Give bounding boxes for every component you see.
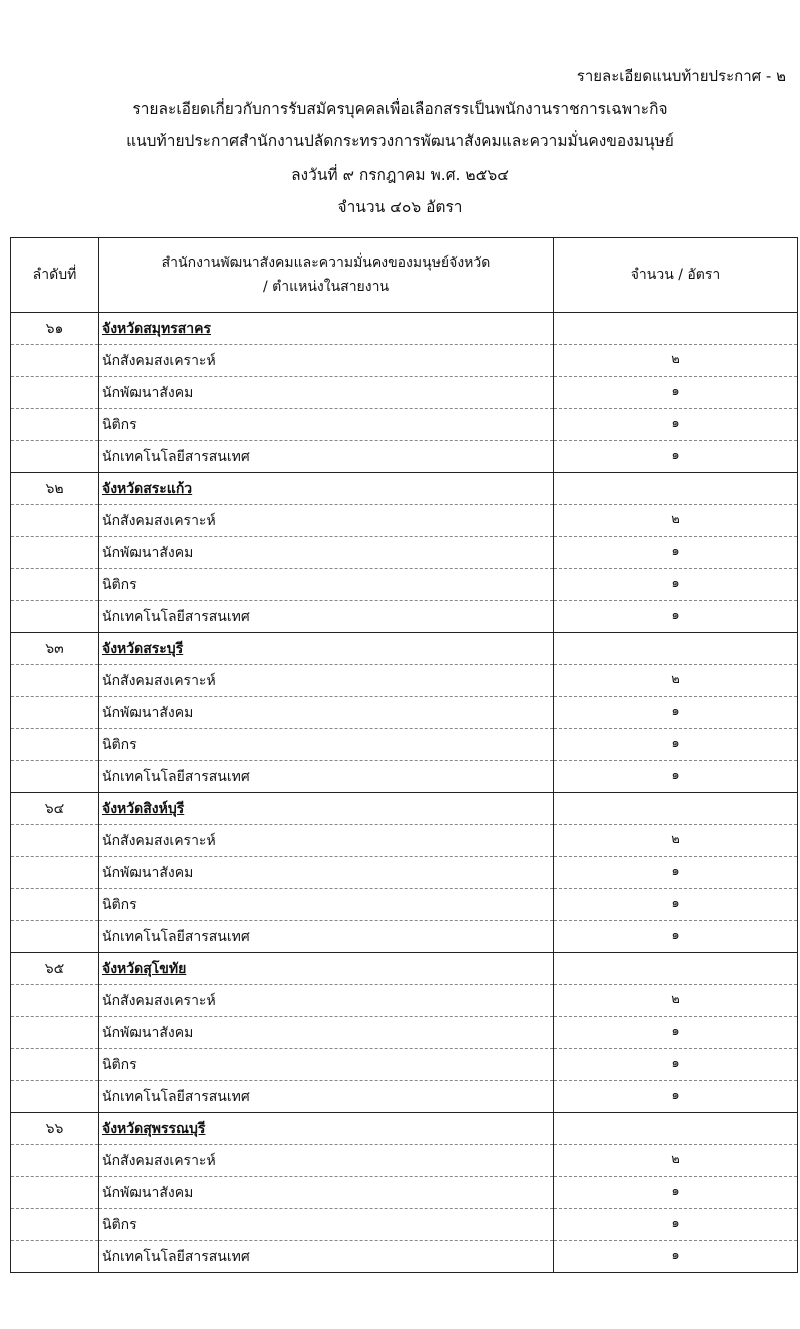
row-number — [11, 345, 99, 377]
document-total: จำนวน ๔๐๖ อัตรา — [337, 198, 463, 216]
province-row — [11, 953, 798, 985]
column-header-office-line1: สำนักงานพัฒนาสังคมและความมั่นคงของมนุษย์จังหวัด — [161, 255, 491, 271]
row-number — [11, 409, 99, 441]
row-number — [11, 665, 99, 697]
row-label: นักพัฒนาสังคม — [99, 697, 554, 729]
row-label: นักเทคโนโลยีสารสนเทศ — [99, 441, 554, 473]
row-count: ๑ — [554, 1049, 798, 1081]
row-label: นักเทคโนโลยีสารสนเทศ — [99, 601, 554, 633]
row-count: ๒ — [554, 985, 798, 1017]
row-label: นักพัฒนาสังคม — [99, 1017, 554, 1049]
row-number — [11, 441, 99, 473]
position-row — [11, 985, 798, 1017]
document-date: ลงวันที่ ๙ กรกฎาคม พ.ศ. ๒๕๖๔ — [291, 166, 509, 184]
row-number — [11, 1081, 99, 1113]
row-label: จังหวัดสุพรรณบุรี — [99, 1113, 554, 1145]
row-number — [11, 601, 99, 633]
position-row — [11, 825, 798, 857]
row-count: ๑ — [554, 441, 798, 473]
row-label: จังหวัดสมุทรสาคร — [99, 313, 554, 345]
row-number — [11, 825, 99, 857]
row-label: นักพัฒนาสังคม — [99, 537, 554, 569]
row-count: ๒ — [554, 505, 798, 537]
row-count: ๑ — [554, 377, 798, 409]
row-number: ๖๒ — [11, 473, 99, 505]
row-count: ๑ — [554, 1209, 798, 1241]
position-row — [11, 569, 798, 601]
position-row — [11, 441, 798, 473]
row-number — [11, 729, 99, 761]
row-count: ๑ — [554, 601, 798, 633]
row-number — [11, 1177, 99, 1209]
position-row — [11, 889, 798, 921]
row-number — [11, 1049, 99, 1081]
column-header-office-line2: / ตำแหน่งในสายงาน — [262, 279, 390, 295]
row-number: ๖๓ — [11, 633, 99, 665]
row-count: ๑ — [554, 761, 798, 793]
column-header-office — [99, 238, 554, 313]
table-body — [11, 313, 798, 1273]
row-count: ๑ — [554, 1177, 798, 1209]
row-label: นิติกร — [99, 569, 554, 601]
row-number — [11, 1241, 99, 1273]
row-count: ๒ — [554, 825, 798, 857]
row-number — [11, 505, 99, 537]
document-subtitle: แนบท้ายประกาศสำนักงานปลัดกระทรวงการพัฒนาสังคมและความมั่นคงของมนุษย์ — [126, 132, 674, 150]
row-number — [11, 1209, 99, 1241]
position-row — [11, 697, 798, 729]
column-header-no: ลำดับที่ — [11, 238, 99, 313]
province-row — [11, 633, 798, 665]
row-count: ๑ — [554, 729, 798, 761]
row-label: นักเทคโนโลยีสารสนเทศ — [99, 761, 554, 793]
row-count: ๑ — [554, 409, 798, 441]
position-row — [11, 1081, 798, 1113]
row-count: ๒ — [554, 1145, 798, 1177]
row-count: ๑ — [554, 857, 798, 889]
row-label: นักเทคโนโลยีสารสนเทศ — [99, 921, 554, 953]
row-number — [11, 377, 99, 409]
position-row — [11, 345, 798, 377]
row-label: นักสังคมสงเคราะห์ — [99, 505, 554, 537]
row-label: นิติกร — [99, 1209, 554, 1241]
row-number: ๖๔ — [11, 793, 99, 825]
row-label: นักพัฒนาสังคม — [99, 857, 554, 889]
row-count: ๑ — [554, 1241, 798, 1273]
row-number: ๖๖ — [11, 1113, 99, 1145]
row-label: นักพัฒนาสังคม — [99, 377, 554, 409]
row-number: ๖๕ — [11, 953, 99, 985]
position-row — [11, 409, 798, 441]
row-count: ๑ — [554, 889, 798, 921]
attachment-reference: รายละเอียดแนบท้ายประกาศ - ๒ — [576, 67, 786, 85]
row-label: นิติกร — [99, 1049, 554, 1081]
province-row — [11, 313, 798, 345]
row-number — [11, 1145, 99, 1177]
position-row — [11, 665, 798, 697]
row-number — [11, 921, 99, 953]
province-row — [11, 793, 798, 825]
row-label: จังหวัดสระแก้ว — [99, 473, 554, 505]
row-count: ๑ — [554, 1081, 798, 1113]
table-header-row — [11, 238, 798, 313]
row-number — [11, 889, 99, 921]
position-row — [11, 537, 798, 569]
row-count — [554, 1113, 798, 1145]
row-count: ๑ — [554, 569, 798, 601]
row-count — [554, 793, 798, 825]
row-count — [554, 953, 798, 985]
row-label: นักสังคมสงเคราะห์ — [99, 1145, 554, 1177]
position-row — [11, 505, 798, 537]
position-row — [11, 921, 798, 953]
row-number — [11, 985, 99, 1017]
row-number — [11, 761, 99, 793]
document-title: รายละเอียดเกี่ยวกับการรับสมัครบุคคลเพื่อเลือกสรรเป็นพนักงานราชการเฉพาะกิจ — [132, 100, 668, 118]
position-row — [11, 1017, 798, 1049]
row-label: นักสังคมสงเคราะห์ — [99, 345, 554, 377]
row-label: นักพัฒนาสังคม — [99, 1177, 554, 1209]
province-row — [11, 473, 798, 505]
position-row — [11, 1145, 798, 1177]
row-count — [554, 313, 798, 345]
position-row — [11, 1049, 798, 1081]
position-row — [11, 1177, 798, 1209]
row-count — [554, 633, 798, 665]
row-number: ๖๑ — [11, 313, 99, 345]
row-label: นักสังคมสงเคราะห์ — [99, 665, 554, 697]
row-number — [11, 569, 99, 601]
row-count: ๑ — [554, 537, 798, 569]
row-count: ๑ — [554, 1017, 798, 1049]
row-number — [11, 1017, 99, 1049]
row-count: ๑ — [554, 697, 798, 729]
row-label: นักเทคโนโลยีสารสนเทศ — [99, 1081, 554, 1113]
row-label: จังหวัดสุโขทัย — [99, 953, 554, 985]
position-row — [11, 857, 798, 889]
column-header-count: จำนวน / อัตรา — [554, 238, 798, 313]
row-count: ๒ — [554, 665, 798, 697]
position-row — [11, 601, 798, 633]
row-count: ๑ — [554, 921, 798, 953]
row-number — [11, 857, 99, 889]
row-count: ๒ — [554, 345, 798, 377]
row-number — [11, 697, 99, 729]
row-label: นิติกร — [99, 729, 554, 761]
row-label: จังหวัดสระบุรี — [99, 633, 554, 665]
row-count — [554, 473, 798, 505]
positions-table — [10, 237, 798, 1273]
position-row — [11, 1241, 798, 1273]
row-label: จังหวัดสิงห์บุรี — [99, 793, 554, 825]
row-label: นิติกร — [99, 889, 554, 921]
row-number — [11, 537, 99, 569]
row-label: นักสังคมสงเคราะห์ — [99, 825, 554, 857]
position-row — [11, 1209, 798, 1241]
row-label: นักสังคมสงเคราะห์ — [99, 985, 554, 1017]
position-row — [11, 377, 798, 409]
position-row — [11, 761, 798, 793]
row-label: นิติกร — [99, 409, 554, 441]
province-row — [11, 1113, 798, 1145]
position-row — [11, 729, 798, 761]
row-label: นักเทคโนโลยีสารสนเทศ — [99, 1241, 554, 1273]
